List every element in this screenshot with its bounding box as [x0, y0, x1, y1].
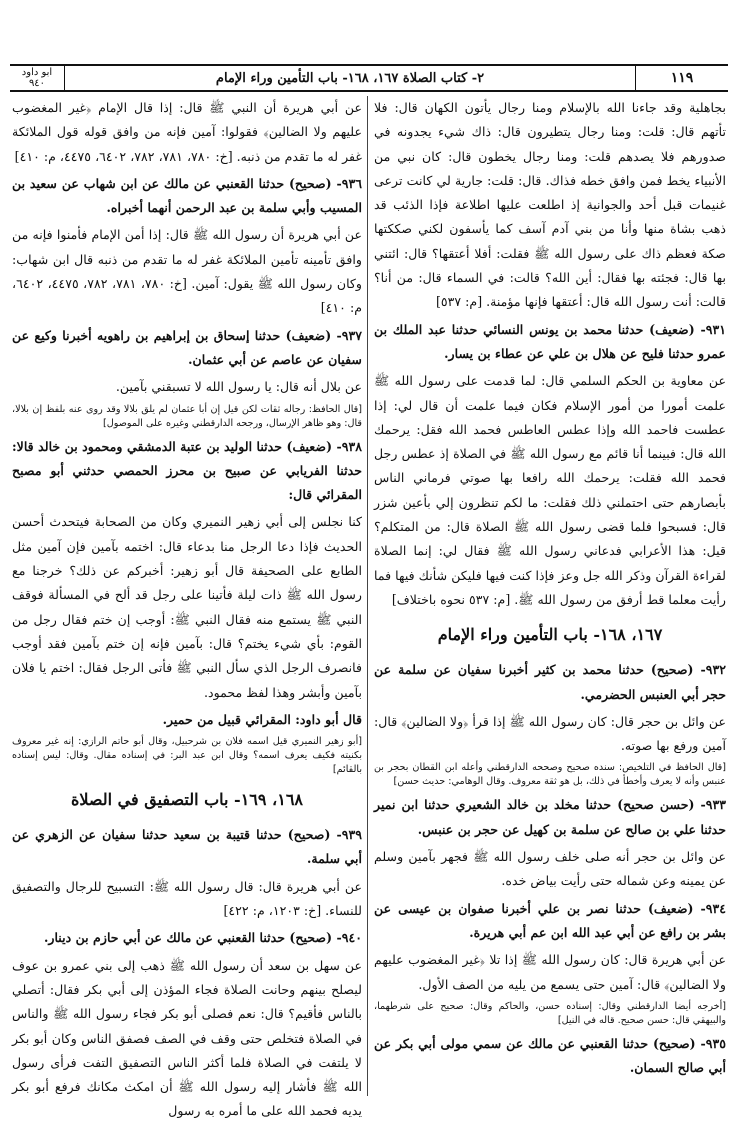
hadith-text: عن أبي هريرة أن النبي ﷺ قال: إذا قال الإمام ﴿غير المغضوب عليهم ولا الضالين﴾ فقولوا: آمين فإنه من وافق قوله قول الملائكة غفر له ما تقدم من ذنبه. [خ: ٧٨٠، ٧٨١، ٧٨٢، ٦٤٠٢، ٤٤٧٥، م: ٤١٠] [12, 100, 362, 164]
hadith-text: عن أبي هريرة قال: كان رسول الله ﷺ إذا تلا ﴿غير المغضوب عليهم ولا الضالين﴾ قال: آمين حتى يسمع من يليه من الصف الأول. [374, 952, 726, 992]
column-divider [367, 96, 368, 1096]
hadith-isnad: ٩٣١- (ضعيف) حدثنا محمد بن يونس النسائي حدثنا عبد الملك بن عمرو حدثنا فليح عن هلال بن علي عن عطاء بن يسار. [374, 321, 726, 361]
footnote: [قال الحافظ: رجاله ثقات لكن قيل إن أبا عثمان لم يلق بلالا وقد روى عنه بلفظ إن بلالا، قال: وهو ظاهر الإرسال، ورجحه الدارقطني وغيره على الموصول] [12, 403, 362, 429]
author-comment: قال أبو داود: المقرائي قبيل من حمير. [162, 711, 362, 727]
chapter-heading: ١٦٨، ١٦٩- باب التصفيق في الصلاة [70, 790, 303, 810]
hadith-isnad: ٩٤٠- (صحيح) حدثنا القعنبي عن مالك عن أبي حازم بن دينار. [43, 930, 362, 946]
hadith-text: عن سهل بن سعد أن رسول الله ﷺ ذهب إلى بني عمرو بن عوف ليصلح بينهم وحانت الصلاة فجاء المؤذن إلى أبي بكر فقال: أتصلي بالناس فأقيم؟ قال: نعم فصلى أبو بكر فجاء رسول الله ﷺ والناس في الصلاة فتخلص حتى وقف في الصف فصفق الناس وكان أبو بكر لا يلتفت في الصلاة فلما أكثر الناس التصفيق التفت فرأى رسول الله ﷺ فأشار إليه رسول الله ﷺ أن امكث مكانك فرفع أبو بكر يديه فحمد الله على ما أمره به رسول [12, 957, 362, 1119]
hadith-text: عن أبي هريرة أن رسول الله ﷺ قال: إذا أمن الإمام فأمنوا فإنه من وافق تأمينه تأمين الملائكة غفر له ما تقدم من ذنبه قال ابن شهاب: وكان رسول الله ﷺ يقول: آمين. [خ: ٧٨٠، ٧٨١، ٧٨٢، ٤٤٧٥، ٦٤٠٢، م: ٤١٠] [12, 227, 363, 316]
hadith-text: عن معاوية بن الحكم السلمي قال: لما قدمت على رسول الله ﷺ علمت أمورا من أمور الإسلام فكان فيما علمت أن قال لي: إذا عطست فاحمد الله وإذا عطس العاطس فحمد الله فقل: يرحمك الله قال: فبينما أنا قائم مع رسول الله ﷺ في الصلاة إذ عطس رجل فحمد الله فقلت: يرحمك الله رافعا بها صوتي فرماني الناس بأبصارهم حتى احتملني ذلك فقلت: ما لكم تنظرون إلي بأعين شزر قال: فسبحوا فلما قضى رسول الله ﷺ الصلاة قال: من المتكلم؟ قيل: هذا الأعرابي فدعاني رسول الله ﷺ فقال لي: إنما الصلاة لقراءة القرآن وذكر الله جل وعز فإذا كنت فيها فليكن شأنك فيها فما رأيت معلما قط أرفق من رسول الله ﷺ. [م: ٥٣٧ نحوه باختلاف] [374, 373, 726, 607]
hadith-text: عن أبي هريرة قال: قال رسول الله ﷺ: التسبيح للرجال والتصفيق للنساء. [خ: ١٢٠٣، م: ٤٢٢] [12, 878, 362, 919]
hadith-text: بجاهلية وقد جاءنا الله بالإسلام ومنا رجال يأتون الكهان قال: فلا تأتهم قال: قلت: ومنا رجال يتطيرون قال: ذاك شيء يجدونه في صدورهم فلا يصدهم قلت: ومنا رجال يخطون قال: كان نبي من الأنبياء يخط فمن وافق خطه فذاك. قال: قلت: جارية لي كانت ترعى غنيمات قبل أحد والجوانية إذ اطلعت عليها اطلاعة فإذا الذئب قد ذهب بشاة منها وأنا من بني آدم آسف كما يأسفون لكني صككتها صكة فعظم ذاك على رسول الله ﷺ فقلت: أفلا أعتقها؟ قال: ائتني بها قال: فجئته بها فقال: أين الله؟ قالت: في السماء قال: من أنا؟ قالت: أنت رسول الله قال: أعتقها فإنها مؤمنة. [م: ٥٣٧] [374, 100, 726, 310]
page-header [10, 64, 728, 92]
hadith-isnad: ٩٣٤- (ضعيف) حدثنا نصر بن علي أخبرنا صفوان بن عيسى عن بشر بن رافع عن أبي عبد الله ابن عم أبي هريرة. [374, 900, 726, 940]
book-abbreviation [10, 66, 65, 90]
left-column [12, 96, 363, 1119]
hadith-text: عن وائل بن حجر قال: كان رسول الله ﷺ إذا قرأ ﴿ولا الضالين﴾ قال: آمين ورفع بها صوته. [374, 713, 726, 754]
right-column [374, 96, 726, 1101]
hadith-isnad: ٩٣٥- (صحيح) حدثنا القعنبي عن مالك عن سمي مولى أبي بكر عن أبي صالح السمان. [374, 1035, 726, 1076]
hadith-isnad: ٩٣٣- (حسن صحيح) حدثنا مخلد بن خالد الشعيري حدثنا ابن نمير حدثنا علي بن صالح عن سلمة بن كهيل عن حجر بن عنبس. [374, 797, 726, 837]
hadith-isnad: ٩٣٩- (صحيح) حدثنا قتيبة بن سعيد حدثنا سفيان عن الزهري عن أبي سلمة. [12, 827, 362, 867]
hadith-isnad: ٩٣٦- (صحيح) حدثنا القعنبي عن مالك عن ابن شهاب عن سعيد بن المسيب وأبي سلمة بن عبد الرحمن أنهما أخبراه. [12, 175, 362, 216]
hadith-text: عن بلال أنه قال: يا رسول الله لا تسبقني بآمين. [115, 379, 362, 395]
page-number: ١١٩ [635, 66, 728, 90]
book-abbreviation-name: ابو داود [21, 67, 53, 78]
page-title: ٢- كتاب الصلاة ١٦٧، ١٦٨- باب التأمين وراء الإمام [215, 70, 485, 86]
hadith-isnad: ٩٣٨- (ضعيف) حدثنا الوليد بن عتبة الدمشقي ومحمود بن خالد قالا: حدثنا الفريابي عن صبيح بن محرز الحمصي حدثني أبو مصبح المقرائي قال: [12, 438, 362, 503]
footnote: [قال الحافظ في التلخيص: سنده صحيح وصححه الدارقطني وأعله ابن القطان بحجر بن عنبس وأنه لا يعرف وأخطأ في ذلك، بل هو ثقة معروف. وقال الوهامي: حديث حسن] [374, 762, 726, 788]
hadith-isnad: ٩٣٢- (صحيح) حدثنا محمد بن كثير أخبرنا سفيان عن سلمة عن حجر أبي العنبس الحضرمي. [374, 662, 726, 702]
hadith-text: عن وائل بن حجر أنه صلى خلف رسول الله ﷺ فجهر بآمين وسلم عن يمينه وعن شماله حتى رأيت بياض خده. [374, 849, 726, 889]
hadith-text: كنا نجلس إلى أبي زهير النميري وكان من الصحابة فيتحدث أحسن الحديث فإذا دعا الرجل منا بدعاء قال: اختمه بآمين فإن آمين مثل الطابع على الصحيفة قال أبو زهير: أخبركم عن ذلك؟ خرجنا مع رسول الله ﷺ ذات ليلة فأتينا على رجل قد ألح في المسألة فوقف النبي ﷺ يستمع منه فقال النبي ﷺ: أوجب إن ختم فقال رجل من القوم: بأي شيء يختم؟ قال: بآمين فإنه إن ختم بآمين فقد أوجب فانصرف الرجل الذي سأل النبي ﷺ فأتى الرجل فقال: اختم يا فلان بآمين وأبشر وهذا لفظ محمود. [12, 514, 362, 700]
chapter-heading: ١٦٧، ١٦٨- باب التأمين وراء الإمام [437, 625, 663, 645]
footnote: [أبو زهير النميري قيل اسمه فلان بن شرحبيل، وقال أبو حاتم الرازي: إنه غير معروف بكنيته فكيف يعرف اسمه؟ وقال ابن عبد البر: في إسناده مقال. وقال: ليس إسناده بالقائم] [12, 736, 362, 776]
hadith-isnad: ٩٣٧- (ضعيف) حدثنا إسحاق بن إبراهيم بن راهويه أخبرنا وكيع عن سفيان عن عاصم عن أبي عثمان. [12, 327, 362, 367]
book-abbreviation-number: ٩٤٠ [28, 78, 46, 89]
footnote: [أخرجه أيضا الدارقطني وقال: إسناده حسن، والحاكم وقال: صحيح على شرطهما، والبيهقي قال: حسن صحيح. قاله في النيل] [374, 1000, 726, 1026]
